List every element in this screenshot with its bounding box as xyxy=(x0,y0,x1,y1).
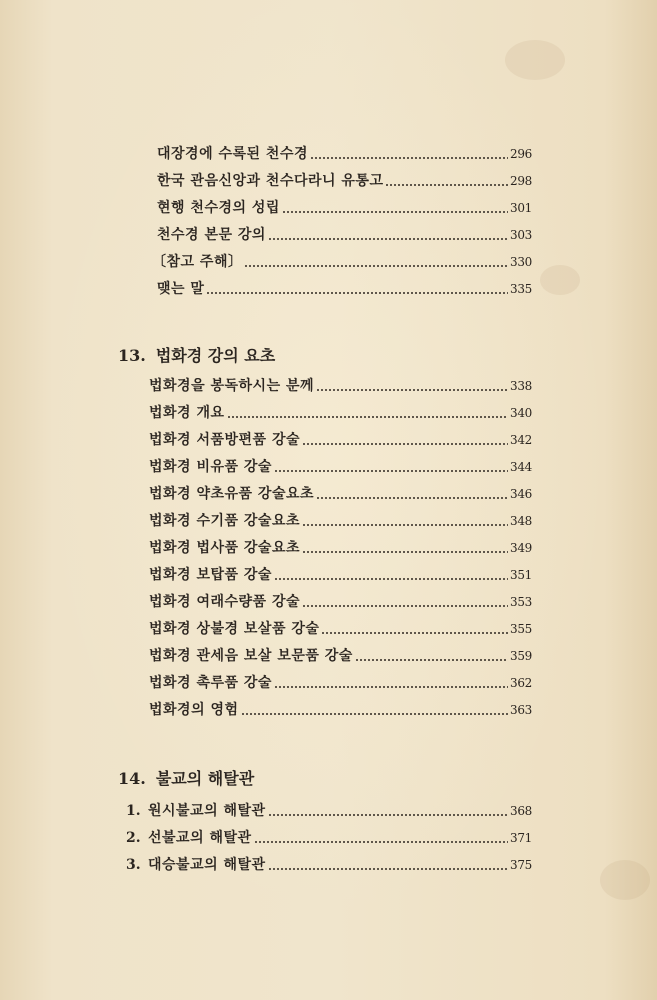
dot-leader xyxy=(321,632,508,634)
toc-entry xyxy=(149,404,532,422)
toc-entry xyxy=(152,253,532,271)
toc-entry xyxy=(149,674,532,692)
toc-entry xyxy=(149,593,532,611)
entry-title: 법화경 수기품 강술요초 xyxy=(149,513,300,529)
toc-entry xyxy=(149,539,532,557)
dot-leader xyxy=(385,184,508,186)
toc-entry xyxy=(149,512,532,530)
entry-page: 362 xyxy=(509,676,532,690)
toc-entry xyxy=(149,431,532,449)
entry-title: 법화경 법사품 강술요초 xyxy=(149,540,300,556)
entry-page: 351 xyxy=(509,568,532,582)
entry-title: 천수경 본문 강의 xyxy=(157,227,266,243)
paper-stain xyxy=(600,860,650,900)
entry-title: 법화경 보탑품 강술 xyxy=(149,567,272,583)
entry-page: 353 xyxy=(509,595,532,609)
chapter-heading xyxy=(118,343,275,366)
dot-leader xyxy=(355,659,508,661)
entry-page: 368 xyxy=(509,804,532,818)
entry-number: 2. xyxy=(126,830,141,846)
entry-title: 선불교의 해탈관 xyxy=(148,830,252,846)
dot-leader xyxy=(274,578,508,580)
dot-leader xyxy=(227,416,508,418)
dot-leader xyxy=(244,265,508,267)
entry-title: 법화경을 봉독하시는 분께 xyxy=(149,378,315,394)
dot-leader xyxy=(274,470,508,472)
chapter-number: 13. xyxy=(118,346,146,365)
toc-entry xyxy=(149,485,532,503)
entry-title: 현행 천수경의 성립 xyxy=(157,200,280,216)
entry-title: 법화경 여래수량품 강술 xyxy=(149,594,300,610)
entry-page: 303 xyxy=(509,228,532,242)
dot-leader xyxy=(302,605,508,607)
entry-title: 맺는 말 xyxy=(157,281,205,297)
toc-entry xyxy=(149,701,532,719)
entry-title: 원시불교의 해탈관 xyxy=(148,803,266,819)
toc-entry xyxy=(126,829,532,847)
dot-leader xyxy=(268,814,508,816)
paper-stain xyxy=(505,40,565,80)
toc-entry xyxy=(126,802,532,820)
entry-title: 대장경에 수록된 천수경 xyxy=(157,146,308,162)
toc-entry xyxy=(149,458,532,476)
dot-leader xyxy=(268,238,508,240)
chapter-number: 14. xyxy=(118,769,146,788)
dot-leader xyxy=(310,157,508,159)
entry-page: 363 xyxy=(509,703,532,717)
dot-leader xyxy=(316,497,508,499)
dot-leader xyxy=(254,841,508,843)
dot-leader xyxy=(302,524,508,526)
entry-page: 342 xyxy=(509,433,532,447)
dot-leader xyxy=(302,443,508,445)
toc-entry xyxy=(157,199,532,217)
entry-number: 3. xyxy=(126,857,141,873)
entry-page: 298 xyxy=(509,174,532,188)
entry-page: 375 xyxy=(509,858,532,872)
paper-stain xyxy=(540,265,580,295)
toc-entry xyxy=(157,226,532,244)
dot-leader xyxy=(302,551,508,553)
entry-title: 법화경 촉루품 강술 xyxy=(149,675,272,691)
entry-title: 한국 관음신앙과 천수다라니 유통고 xyxy=(157,173,384,189)
entry-page: 348 xyxy=(509,514,532,528)
toc-entry xyxy=(157,280,532,298)
entry-page: 344 xyxy=(509,460,532,474)
toc-entry xyxy=(149,620,532,638)
toc-entry xyxy=(157,172,532,190)
dot-leader xyxy=(316,389,508,391)
toc-entry xyxy=(149,377,532,395)
entry-page: 296 xyxy=(509,147,532,161)
entry-title: 대승불교의 해탈관 xyxy=(148,857,266,873)
dot-leader xyxy=(241,713,508,715)
entry-number: 1. xyxy=(126,803,141,819)
entry-page: 330 xyxy=(509,255,532,269)
toc-entry xyxy=(126,856,532,874)
dot-leader xyxy=(206,292,508,294)
entry-page: 371 xyxy=(509,831,532,845)
toc-entry xyxy=(157,145,532,163)
entry-page: 301 xyxy=(509,201,532,215)
entry-page: 349 xyxy=(509,541,532,555)
dot-leader xyxy=(268,868,508,870)
entry-title: 법화경 개요 xyxy=(149,405,225,421)
entry-title: 법화경 상불경 보살품 강술 xyxy=(149,621,320,637)
chapter-title: 법화경 강의 요초 xyxy=(155,346,276,365)
entry-title: 법화경 관세음 보살 보문품 강술 xyxy=(149,648,353,664)
entry-title: 〔참고 주해〕 xyxy=(152,254,243,270)
entry-title: 법화경 약초유품 강술요초 xyxy=(149,486,315,502)
entry-page: 359 xyxy=(509,649,532,663)
entry-title: 법화경 비유품 강술 xyxy=(149,459,272,475)
entry-page: 355 xyxy=(509,622,532,636)
toc-entry xyxy=(149,647,532,665)
chapter-title: 불교의 해탈관 xyxy=(155,769,255,788)
entry-title: 법화경의 영험 xyxy=(149,702,239,718)
dot-leader xyxy=(274,686,508,688)
chapter-heading xyxy=(118,766,254,789)
entry-page: 340 xyxy=(509,406,532,420)
entry-page: 338 xyxy=(509,379,532,393)
entry-page: 335 xyxy=(509,282,532,296)
entry-title: 법화경 서품방편품 강술 xyxy=(149,432,300,448)
dot-leader xyxy=(282,211,508,213)
entry-page: 346 xyxy=(509,487,532,501)
toc-entry xyxy=(149,566,532,584)
